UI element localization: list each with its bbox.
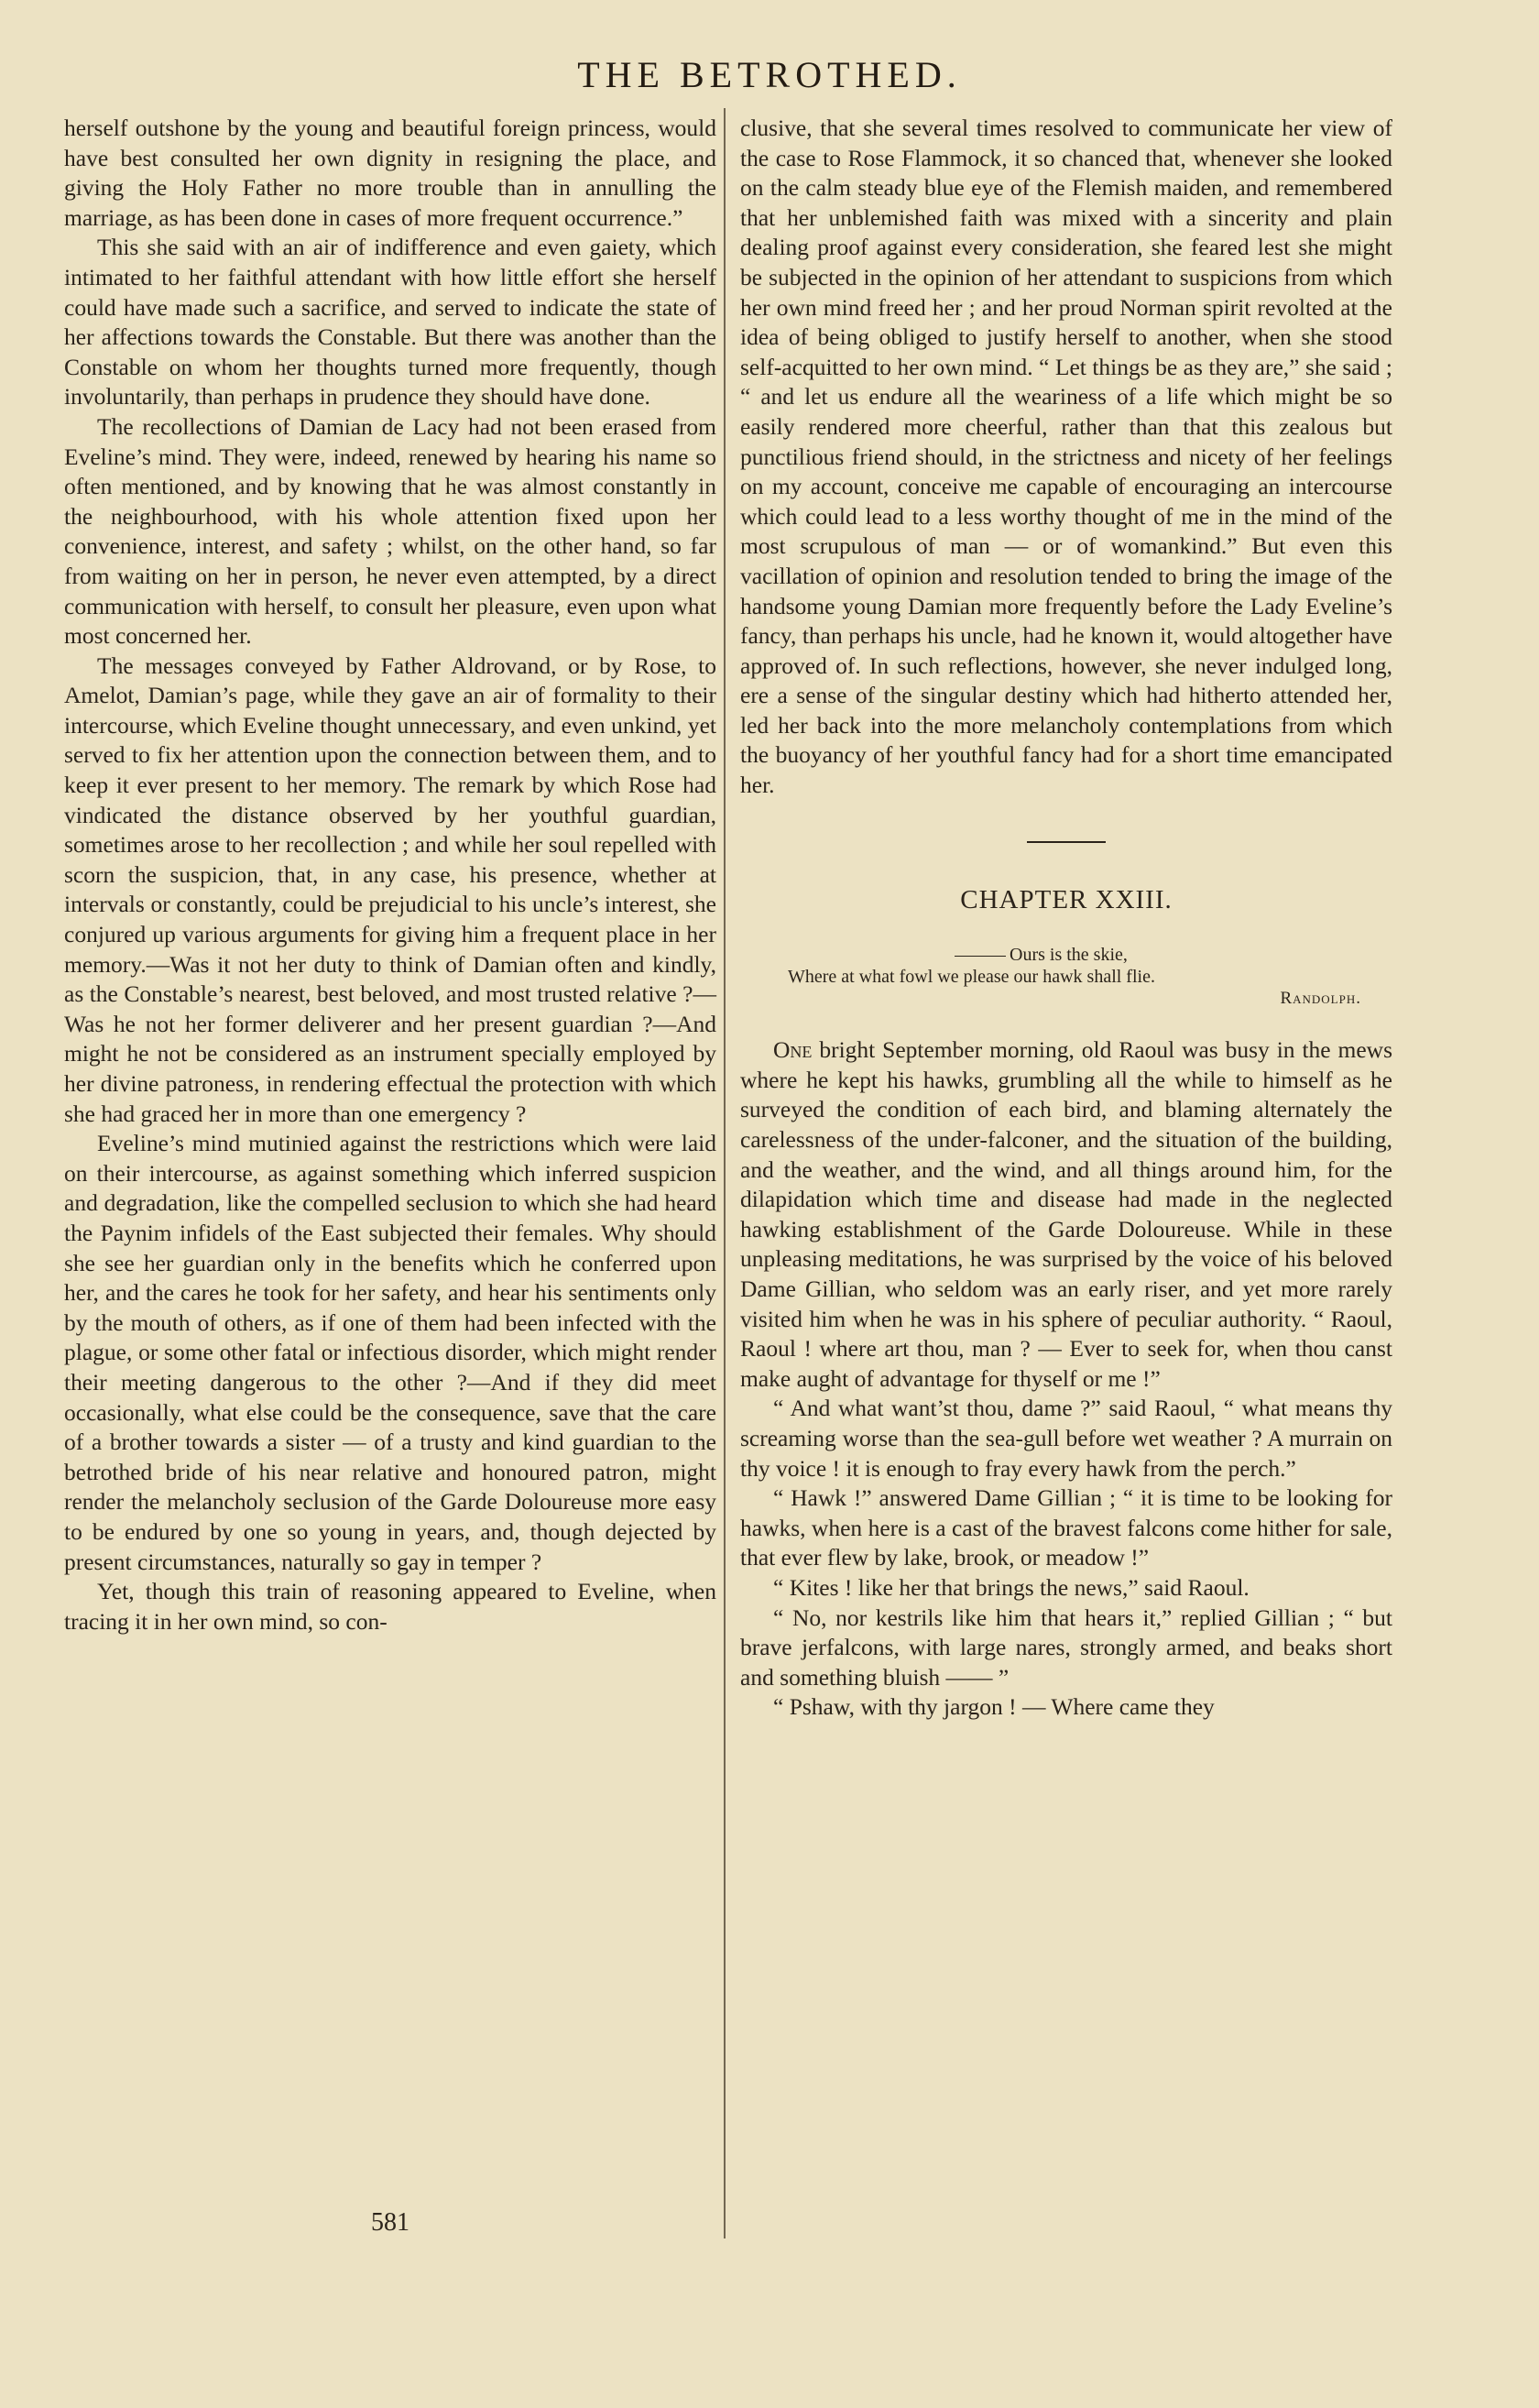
epigraph-dash (955, 956, 1006, 958)
paragraph-text: bright September morning, old Raoul was busy in the mews where he kept his hawks, grumbling all the while to himself as he surveyed the condition of each bird, and blaming alternately the carelessness of the under-falconer, and the situation of the building, and the weather, and the wind, and all things around him, for the dilapidation which time and disease had made in the neglected hawking establishment of the Garde Doloureuse. While in these unpleasing meditations, he was surprised by the voice of his beloved Dame Gillian, who seldom was an early riser, and yet more rarely visited him when he was in his sphere of peculiar authority. “ Raoul, Raoul ! where art thou, man ? — Ever to seek for, when thou canst make aught of advantage for thyself or me !” (740, 1036, 1392, 1392)
chapter-separator-rule (1027, 841, 1106, 843)
epigraph-author: Randolph. (1280, 989, 1361, 1009)
chapter-title: CHAPTER XXIII. (960, 884, 1173, 914)
paragraph (740, 1035, 1392, 1394)
paragraph: The messages conveyed by Father Aldrovand, or by Rose, to Amelot, Damian’s page, while they gave an air of formality to their intercourse, which Eveline thought unnecessary, and even unkind, yet served to fix her attention upon the connection between them, and to keep it ever present to her memory. The remark by which Rose had vindicated the distance observed by her youthful guardian, sometimes arose to her recollection ; and while her soul repelled with scorn the suspicion, that, in any case, his presence, whether at intervals or constantly, could be prejudicial to his uncle’s interest, she conjured up various arguments for giving him a frequent place in her memory.—Was it not her duty to think of Damian often and kindly, as the Constable’s nearest, best beloved, and most trusted relative ?—Was he not her former deliverer and her present guardian ?—And might he not be considered as an instrument specially employed by her divine patroness, in rendering effectual the protection with which she had graced her in more than one emergency ? (64, 651, 716, 1127)
paragraph: “ Kites ! like her that brings the news,” said Raoul. (773, 1573, 1250, 1601)
epigraph (740, 944, 1392, 1010)
paragraph: The recollections of Damian de Lacy had not been erased from Eveline’s mind. They were, indeed, renewed by hearing his name so often mentioned, and by knowing that he was almost constantly in the neighbourhood, with his whole attention fixed upon her convenience, interest, and safety ; whilst, on the other hand, so far from waiting on her in person, he never even attempted, by a direct communication with herself, to consult her pleasure, even upon what most concerned her. (64, 412, 716, 650)
right-column (740, 114, 1392, 1723)
paragraph: “ Hawk !” answered Dame Gillian ; “ it is time to be looking for hawks, when here is a cast of the bravest falcons come hither for sale, that ever flew by lake, brook, or meadow !” (740, 1484, 1392, 1571)
epigraph-line: Where at what fowl we please our hawk shall flie. (788, 967, 1155, 988)
paragraph: herself outshone by the young and beautiful foreign princess, would have best consulted her own dignity in resigning the place, and giving the Holy Father no more trouble than in annulling the marriage, as has been done in cases of more frequent occurrence.” (64, 115, 716, 231)
epigraph-line (740, 944, 1392, 966)
page-number: 581 (371, 2208, 409, 2237)
left-column (64, 114, 716, 1636)
chapter-opening-word: One (773, 1036, 813, 1064)
epigraph-text: Ours is the skie, (1010, 945, 1128, 966)
column-divider (724, 108, 726, 2238)
paragraph: clusive, that she several times resolved to communicate her view of the case to Rose Flammock, it so chanced that, whenever she looked on the calm steady blue eye of the Flemish maiden, and remembered that her unblemished faith was mixed with a sincerity and plain dealing proof against every consideration, she feared lest she might be subjected in the opinion of her attendant to suspicions from which her own mind freed her ; and her proud Norman spirit revolted at the idea of being obliged to justify herself to another, when she stood self-acquitted to her own mind. “ Let things be as they are,” she said ; “ and let us endure all the weariness of a life which might be so easily rendered more cheerful, rather than that this zealous but punctilious friend should, in the strictness and nicety of her feelings on my account, conceive me capable of encouraging an intercourse which could lead to a less worthy thought of me in the mind of the most scrupulous of man — or of womankind.” But even this vacillation of opinion and resolution tended to bring the image of the handsome young Damian more frequently before the Lady Eveline’s fancy, than perhaps his uncle, had he known it, would altogether have approved of. In such reflections, however, she never indulged long, ere a sense of the singular destiny which had hitherto attended her, led her back into the more melancholy contemplations from which the buoyancy of her youthful fancy had for a short time emancipated her. (740, 115, 1392, 799)
paragraph: This she said with an air of indifference and even gaiety, which intimated to her faithful attendant with how little effort she herself could have made such a sacrifice, and served to indicate the state of her affections towards the Constable. But there was another than the Constable on whom her thoughts turned more frequently, though involuntarily, than perhaps in prudence they should have done. (64, 234, 716, 410)
running-head: THE BETROTHED. (577, 54, 962, 95)
paragraph: “ No, nor kestrils like him that hears it,” replied Gillian ; “ but brave jerfalcons, with large nares, strongly armed, and beaks short and something bluish —— ” (740, 1604, 1392, 1691)
paragraph: “ Pshaw, with thy jargon ! — Where came they (773, 1693, 1215, 1721)
paragraph: Yet, though this train of reasoning appeared to Eveline, when tracing it in her own mind, so con- (64, 1578, 716, 1635)
paragraph: “ And what want’st thou, dame ?” said Raoul, “ what means thy screaming worse than the sea-gull before wet weather ? A murrain on thy voice ! it is enough to fray every hawk from the perch.” (740, 1395, 1392, 1482)
paragraph: Eveline’s mind mutinied against the restrictions which were laid on their intercourse, as against something which inferred suspicion and degradation, like the compelled seclusion to which she had heard the Paynim infidels of the East subjected their females. Why should she see her guardian only in the benefits which he conferred upon her, and the cares he took for her safety, and hear his sentiments only by the mouth of others, as if one of them had been infected with the plague, or some other fatal or infectious disorder, which might render their meeting dangerous to the other ?—And if they did meet occasionally, what else could be the consequence, save that the care of a brother towards a sister — of a trusty and kind guardian to the betrothed bride of his near relative and honoured patron, might render the melancholy seclusion of the Garde Doloureuse more easy to be endured by one so young in years, and, though dejected by present circumstances, naturally so gay in temper ? (64, 1130, 716, 1575)
